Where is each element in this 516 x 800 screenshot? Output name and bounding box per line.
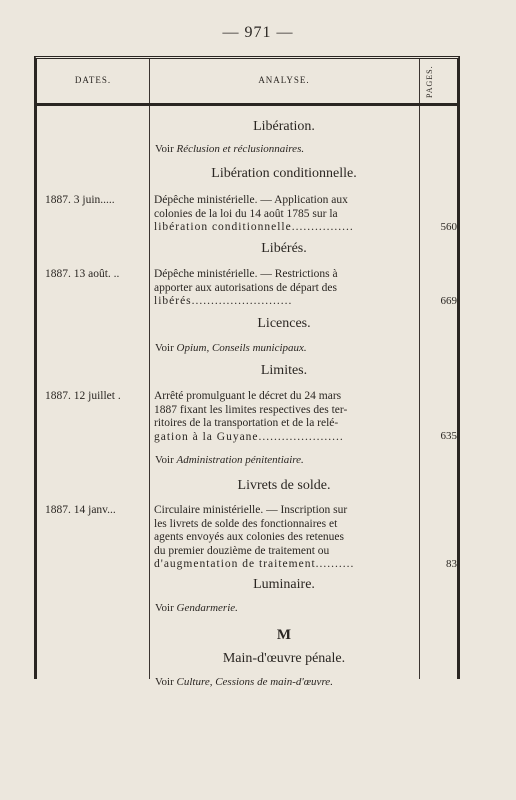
entry-line: 1887 fixant les limites respectives des ter- — [154, 403, 348, 416]
header-dates: DATES. — [74, 75, 112, 85]
entry-line: d'augmentation de traitement.......... — [154, 558, 355, 570]
voir-liberation — [155, 143, 415, 155]
voir-prefix: Voir — [155, 342, 174, 354]
entry-line: colonies de la loi du 14 août 1785 sur la — [154, 207, 338, 220]
page-reference: 560 — [440, 221, 457, 233]
section-title-luminaire: Luminaire. — [253, 577, 315, 592]
index-table — [34, 56, 460, 688]
section-title-livrets-de-solde: Livrets de solde. — [237, 478, 331, 493]
entry-date: 1887. 13 août. .. — [45, 268, 120, 280]
letter-heading-m: M — [276, 627, 292, 643]
page-reference: 669 — [440, 295, 457, 307]
page-reference: 635 — [440, 430, 457, 442]
entry-line: Dépêche ministérielle. — Application aux — [154, 194, 348, 206]
section-title-liberes: Libérés. — [261, 241, 307, 256]
entry-date: 1887. 12 juillet . — [45, 390, 121, 402]
entry-line: ritoires de la transportation et de la relé- — [154, 417, 339, 429]
header-rule — [37, 103, 457, 106]
section-title-liberation: Libération. — [253, 119, 315, 134]
header-pages: PAGES. — [425, 65, 434, 99]
entry-date: 1887. 3 juin..... — [45, 194, 115, 206]
entry-text — [154, 390, 416, 444]
voir-reference: Opium, Conseils municipaux. — [176, 342, 307, 354]
voir-reference: Gendarmerie. — [176, 602, 238, 614]
entry-line: libérés.......................... — [154, 295, 293, 307]
header-analyse: ANALYSE. — [258, 75, 310, 85]
entry-line: agents envoyés aux colonies des retenues — [154, 531, 345, 543]
section-title-licences: Licences. — [257, 316, 311, 331]
page-reference: 83 — [446, 558, 457, 570]
entry-line: Circulaire ministérielle. — Inscription sur — [154, 504, 348, 516]
entry-line: les livrets de solde des fonctionnaires et — [154, 517, 338, 530]
section-title-main-d-oeuvre-penale: Main-d'œuvre pénale. — [222, 651, 346, 666]
section-title-liberation-conditionnelle: Libération conditionnelle. — [211, 166, 357, 181]
entry-line: Arrêté promulguant le décret du 24 mars — [154, 390, 342, 402]
voir-limites — [155, 454, 415, 466]
entry-line: Dépêche ministérielle. — Restrictions à — [154, 268, 338, 280]
voir-prefix: Voir — [155, 602, 174, 614]
entry-line: gation à la Guyane...................... — [154, 430, 344, 443]
voir-prefix: Voir — [155, 454, 174, 466]
voir-main-d-oeuvre — [155, 676, 415, 688]
entry-line: apporter aux autorisations de départ des — [154, 281, 337, 294]
voir-reference: Réclusion et réclusionnaires. — [176, 143, 305, 155]
voir-reference: Administration pénitentiaire. — [176, 454, 304, 466]
voir-prefix: Voir — [155, 143, 174, 155]
voir-prefix: Voir — [155, 676, 174, 688]
entry-date: 1887. 14 janv... — [45, 504, 116, 516]
section-title-limites: Limites. — [260, 363, 308, 378]
voir-reference: Culture, Cessions de main-d'œuvre. — [176, 676, 333, 688]
entry-line: libération conditionnelle................ — [154, 221, 354, 233]
entry-line: du premier douzième de traitement ou — [154, 544, 330, 557]
entry-text — [154, 504, 416, 572]
entry-text — [154, 268, 416, 309]
entry-text — [154, 194, 416, 235]
column-divider-pages — [419, 59, 420, 679]
voir-luminaire — [155, 602, 415, 614]
page-number: — 971 — — [222, 24, 294, 41]
voir-licences — [155, 342, 415, 354]
